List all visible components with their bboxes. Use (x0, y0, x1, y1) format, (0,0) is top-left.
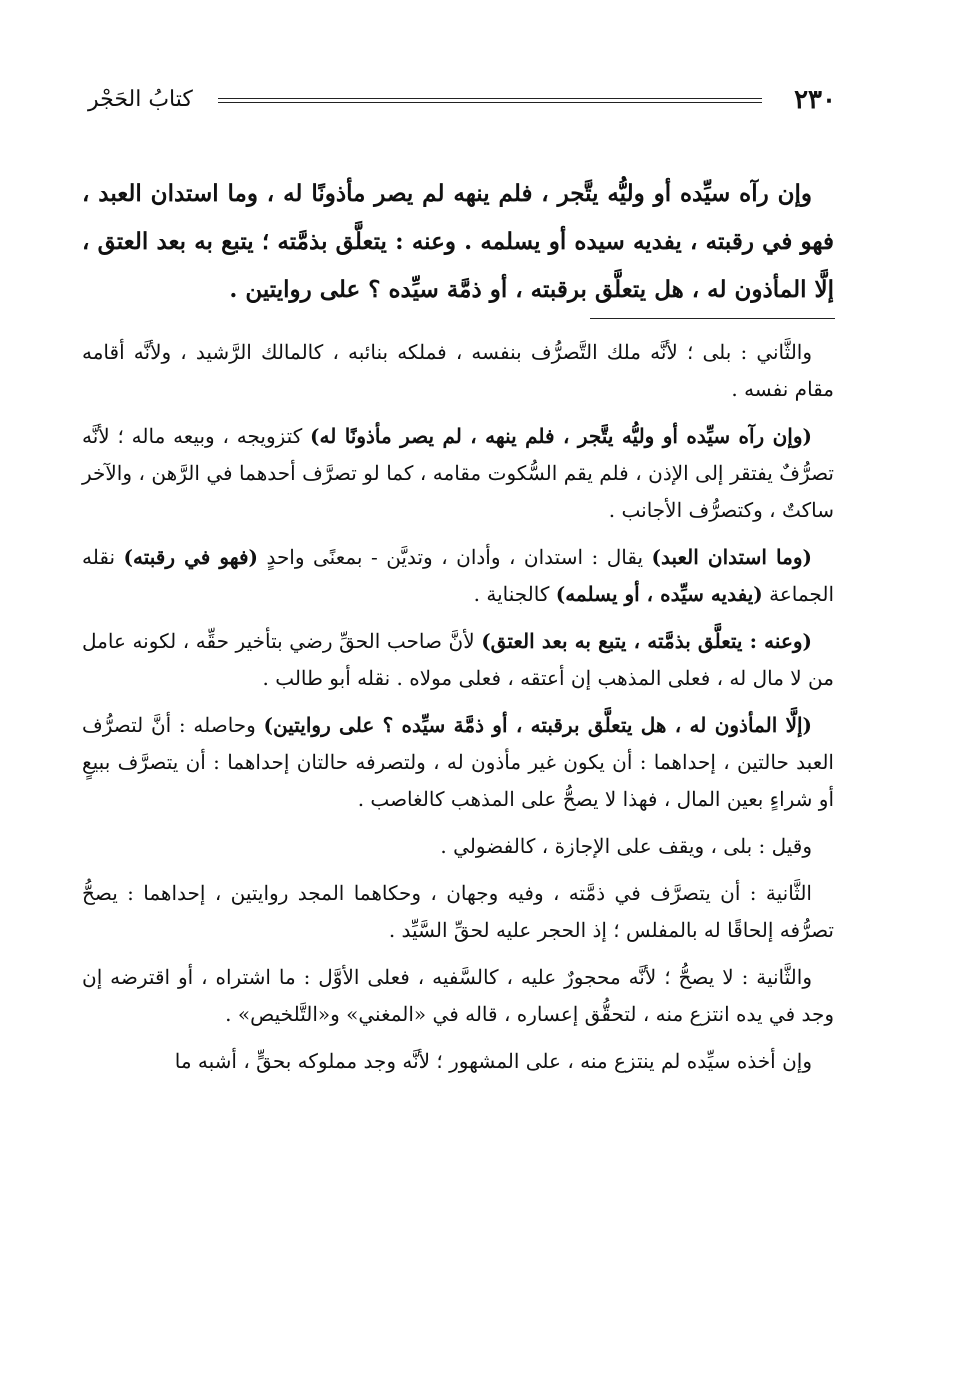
commentary-paragraph (82, 707, 834, 818)
commentary-paragraph (82, 418, 834, 529)
commentary-span: كتزويجه ، وبيعه ماله ؛ لأنَّه تصرُّفٌ يفتقر إلى الإذن ، فلم يقم السُّكوت مقامه ، كما لو تصرَّف أحدهما في الرَّهن ، والآخر ساكتٌ ، وكتصرُّف الأجانب . (82, 424, 834, 522)
matn-text (82, 170, 834, 314)
commentary-paragraph: وقيل : بلى ، ويقف على الإجازة ، كالفضولي . (440, 834, 812, 858)
header-rule (218, 98, 762, 103)
commentary-paragraph (82, 539, 834, 613)
commentary-paragraph: والثَّانية : لا يصحُّ ؛ لأنَّه محجورٌ عليه ، كالسَّفيه ، فعلى الأوَّل : ما اشتراه ، أو اقترضه إن وجد في يده انتزع منه ، لتحقُّق إعساره ، قاله في «المغني» و«التَّلخيص» . (82, 965, 834, 1026)
commentary-span: لأنَّ صاحب الحقِّ رضي بتأخير حقِّه ، لكونه عامل من لا مال له ، فعلى المذهب إن أعتقه ، فعلى مولاه . نقله أبو طالب . (82, 629, 834, 690)
quoted-matn: (وعنه : يتعلَّق بذمَّته ، يتبع به بعد العتق) (481, 629, 812, 653)
commentary-paragraph: وإن أخذه سيِّده لم ينتزع منه ، على المشهور ؛ لأنَّه وجد مملوكه بحقٍّ ، أشبه ما (174, 1049, 812, 1073)
commentary-span: نقله الجماعة (82, 545, 834, 606)
quoted-matn: (وما استدان العبد) (651, 545, 812, 569)
commentary-text (82, 334, 834, 1090)
quoted-matn: (وإن رآه سيِّده أو وليُّه يتَّجر ، فلم ينهه ، لم يصر مأذونًا له) (310, 424, 812, 448)
matn-paragraph: وإن رآه سيِّده أو وليُّه يتَّجر ، فلم ينهه لم يصر مأذونًا له ، وما استدان العبد ، فهو في رقبته ، يفديه سيده أو يسلمه . وعنه : يتعلَّق بذمَّته ؛ يتبع به بعد العتق ، إلَّا المأذون له ، هل يتعلَّق برقبته ، أو ذمَّة سيِّده ؟ على روايتين . (82, 180, 834, 303)
quoted-matn: (إلَّا المأذون له ، هل يتعلَّق برقبته ، أو ذمَّة سيِّده ؟ على روايتين) (263, 713, 812, 737)
page-number: ٢٣٠ (794, 85, 836, 115)
quoted-matn: (فهو في رقبته) (123, 545, 258, 569)
page-header (88, 82, 836, 118)
footnote-separator (590, 318, 835, 319)
commentary-paragraph (82, 623, 834, 697)
commentary-paragraph: والثَّاني : بلى ؛ لأنَّه ملك التَّصرُّف بنفسه ، فملكه بنائبه ، كالمالك الرَّشيد ، ولأنَّه أقامه مقام نفسه . (82, 340, 834, 401)
commentary-span: وحاصله : أنَّ لتصرُّف العبد حالتين ، إحداهما : أن يكون غير مأذون له ، ولتصرفه حالتان إحداهما : أن يتصرَّف ببيعٍ أو شراءٍ بعين المال ، فهذا لا يصحُّ على المذهب كالغاصب . (82, 713, 834, 811)
commentary-span: يقال : استدان ، وأدان ، وتديَّن - بمعنًى واحدٍ (257, 545, 652, 569)
quoted-matn: (يفديه سيِّده ، أو يسلمه) (555, 582, 763, 606)
commentary-span: كالجناية . (473, 582, 556, 606)
commentary-paragraph: الثَّانية : أن يتصرَّف في ذمَّته ، وفيه وجهان ، وحكاهما المجد روايتين ، إحداهما : يصحُّ تصرُّفه إلحاقًا له بالمفلس ؛ إذ الحجر عليه لحقِّ السَّيِّد . (82, 881, 834, 942)
running-title: كتابُ الحَجْر (88, 87, 193, 112)
